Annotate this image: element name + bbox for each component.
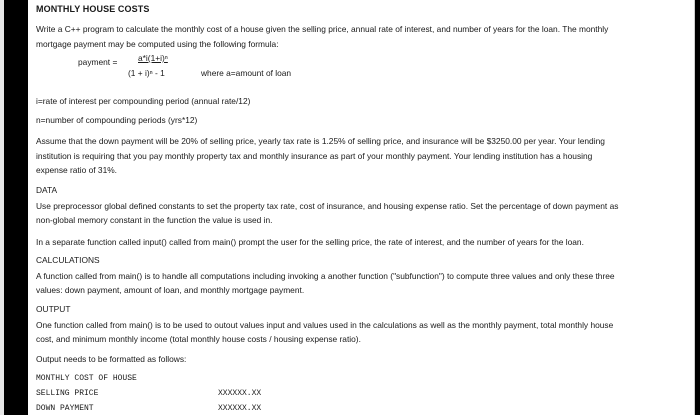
calculations-line-2: values: down payment, amount of loan, and monthly mortgage payment. [36, 285, 305, 295]
document-title: MONTHLY HOUSE COSTS [36, 4, 150, 14]
assumption-line-3: expense ratio of 31%. [36, 165, 118, 175]
formula-numerator: a*i(1+i)ⁿ [138, 53, 168, 63]
sample-output-heading: MONTHLY COST OF HOUSE [36, 374, 137, 383]
calculations-line-1: A function called from main() is to handle all computations including invoking a another function ("subfunction") to compute three values and only these three [36, 271, 615, 281]
intro-line-1: Write a C++ program to calculate the monthly cost of a house given the selling price, annual rate of interest, and number of years for the loan. The monthly [36, 24, 609, 34]
assumption-line-2: institution is requiring that you pay monthly property tax and monthly insurance as part of your monthly payment. Your lending institution has a housing [36, 151, 593, 161]
definition-n: n=number of compounding periods (yrs*12) [36, 115, 198, 125]
output-line-1: One function called from main() is to be used to outout values input and values used in the calculations as well as the monthly payment, total monthly house [36, 320, 614, 330]
data-heading: DATA [36, 185, 58, 195]
input-line: In a separate function called input() called from main() prompt the user for the selling price, the rate of interest, and the number of years for the loan. [36, 237, 584, 247]
sample-row-value: XXXXXX.XX [218, 404, 262, 413]
output-line-2: cost, and minimum monthly income (total monthly house costs / housing expense ratio). [36, 334, 361, 344]
calculations-heading: CALCULATIONS [36, 255, 100, 265]
data-line-2: non-global memory constant in the function the value is used in. [36, 215, 273, 225]
intro-line-2: mortgage payment may be computed using the following formula: [36, 39, 279, 49]
definition-i: i=rate of interest per compounding period (annual rate/12) [36, 96, 251, 106]
formula-where: where a=amount of loan [201, 68, 292, 78]
format-line: Output needs to be formatted as follows: [36, 354, 187, 364]
document-page [28, 0, 695, 415]
sample-row-label: SELLING PRICE [36, 389, 99, 398]
output-heading: OUTPUT [36, 304, 71, 314]
data-line-1: Use preprocessor global defined constants to set the property tax rate, cost of insurance, and housing expense ratio. Set the percentage of down payment as [36, 201, 619, 211]
sample-row-value: XXXXXX.XX [218, 389, 262, 398]
formula-denominator: (1 + i)ⁿ - 1 [128, 68, 165, 78]
left-margin [0, 0, 4, 415]
formula-label: payment = [78, 57, 118, 67]
assumption-line-1: Assume that the down payment will be 20% of selling price, yearly tax rate is 1.25% of selling price, and insurance will be $3250.00 per year. Your lending [36, 136, 605, 146]
sample-row-label: DOWN PAYMENT [36, 404, 94, 413]
